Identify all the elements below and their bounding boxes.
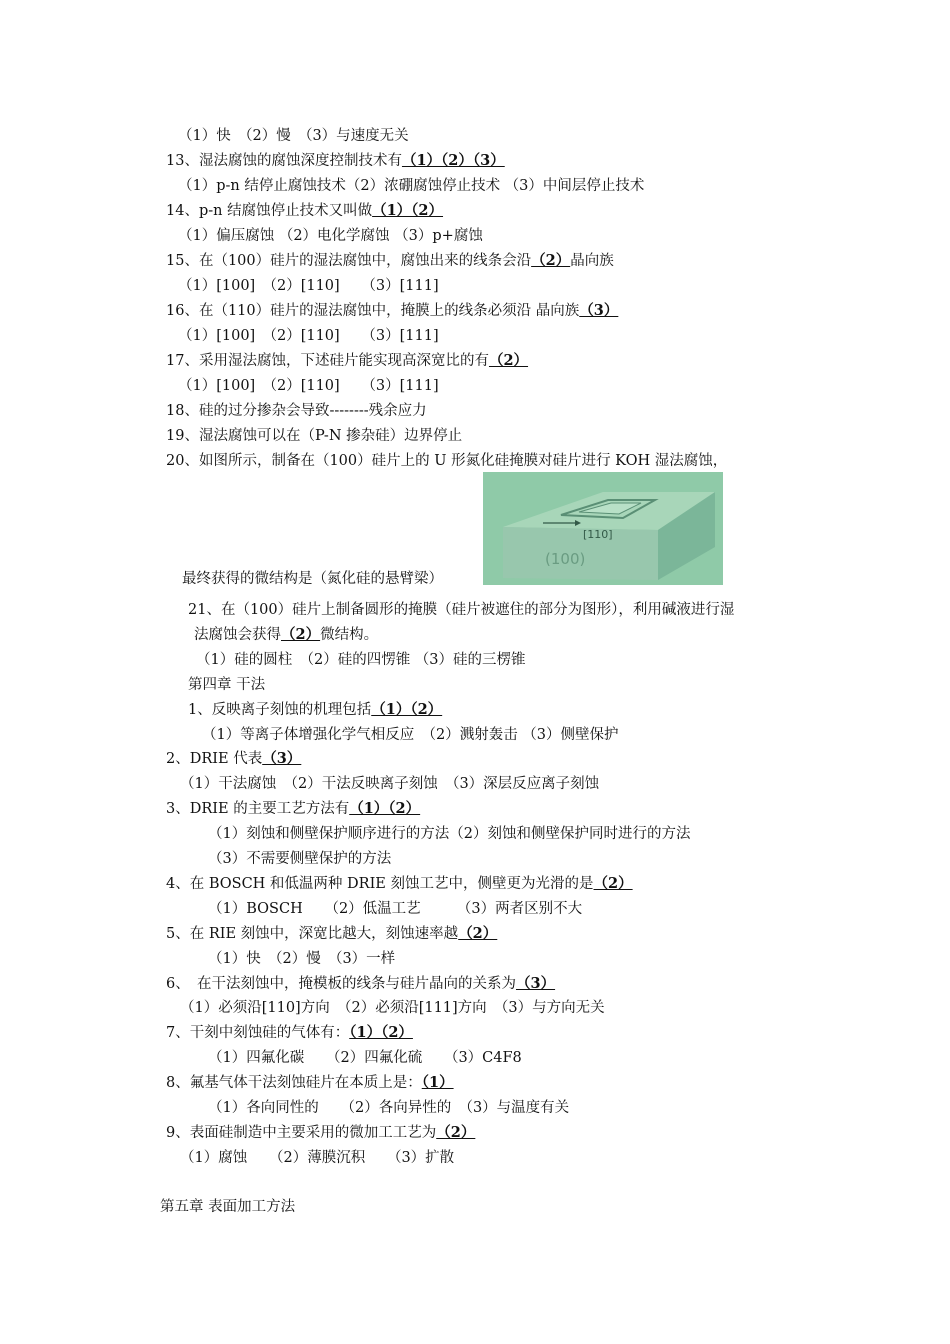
line-text: （3）不需要侧壁保护的方法 xyxy=(208,851,392,867)
text-line xyxy=(208,949,395,969)
answer-text: （2） xyxy=(531,252,571,269)
text-line xyxy=(166,799,420,819)
line-text: （1）各向同性的 （2）各向异性的 （3）与温度有关 xyxy=(208,1100,570,1116)
text-line xyxy=(166,924,497,944)
line-text: 17、采用湿法腐蚀，下述硅片能实现高深宽比的有 xyxy=(166,353,489,369)
line-text: 21、在（100）硅片上制备圆形的掩膜（硅片被遮住的部分为图形），利用碱液进行湿 xyxy=(188,602,735,618)
line-text: 第五章 表面加工方法 xyxy=(160,1199,296,1215)
text-line xyxy=(160,1197,295,1217)
line-text: 2、DRIE 代表 xyxy=(166,751,263,767)
text-line xyxy=(180,1148,454,1168)
text-line xyxy=(166,251,614,271)
text-line xyxy=(208,1048,522,1068)
answer-text: （2） xyxy=(593,875,633,892)
line-text: 3、DRIE 的主要工艺方法有 xyxy=(166,801,350,817)
text-line xyxy=(166,151,505,171)
text-line xyxy=(180,774,599,794)
text-line xyxy=(178,276,439,296)
answer-text: （1）（2） xyxy=(349,800,421,817)
line-text: 最终获得的微结构是（氮化硅的悬臂梁） xyxy=(182,571,443,587)
text-line xyxy=(208,899,582,919)
answer-text: （1） xyxy=(421,1074,454,1091)
line-text: （1）等离子体增强化学气相反应 （2）溅射轰击 （3）侧壁保护 xyxy=(202,727,619,743)
text-line xyxy=(188,600,734,620)
answer-text: （1）（2） xyxy=(371,701,443,718)
line-text: 19、湿法腐蚀可以在（P-N 掺杂硅）边界停止 xyxy=(166,428,463,444)
text-line xyxy=(178,126,409,146)
line-text: （1）p-n 结停止腐蚀技术（2）浓硼腐蚀停止技术 （3）中间层停止技术 xyxy=(178,178,645,194)
line-text: （1）腐蚀 （2）薄膜沉积 （3）扩散 xyxy=(180,1150,455,1166)
line-text: 1、反映离子刻蚀的机理包括 xyxy=(188,702,372,718)
text-line xyxy=(166,351,528,371)
line-text: （1）刻蚀和侧壁保护顺序进行的方法（2）刻蚀和侧壁保护同时进行的方法 xyxy=(208,826,691,842)
text-line xyxy=(188,700,442,720)
line-text: （1）必须沿[110]方向 （2）必须沿[111]方向 （3）与方向无关 xyxy=(180,1000,605,1016)
text-line xyxy=(202,725,619,745)
answer-text: （2） xyxy=(281,626,321,643)
answer-text: （3） xyxy=(515,975,556,992)
text-line xyxy=(196,650,526,670)
answer-text: （2） xyxy=(488,352,529,369)
line-text: 8、氟基气体干法刻蚀硅片在本质上是： xyxy=(166,1075,422,1091)
line-text: 16、在（110）硅片的湿法腐蚀中，掩膜上的线条必须沿 晶向族 xyxy=(166,303,580,319)
answer-text: （3） xyxy=(262,750,302,767)
text-line xyxy=(166,874,633,894)
answer-text: （1）（2）（3） xyxy=(401,152,505,169)
line-text: 5、在 RIE 刻蚀中，深宽比越大，刻蚀速率越 xyxy=(166,926,459,942)
text-line xyxy=(188,675,265,695)
text-line xyxy=(208,1098,569,1118)
line-text: （1）快 （2）慢 （3）与速度无关 xyxy=(178,128,409,144)
line-text: （1）干法腐蚀 （2）干法反映离子刻蚀 （3）深层反应离子刻蚀 xyxy=(180,776,600,792)
text-line xyxy=(208,849,391,869)
line-text: （1）[100] （2）[110] （3）[111] xyxy=(178,378,439,394)
text-line xyxy=(178,176,644,196)
line-text: 15、在（100）硅片的湿法腐蚀中，腐蚀出来的线条会沿 xyxy=(166,253,532,269)
line-text: （1）[100] （2）[110] （3）[111] xyxy=(178,278,439,294)
text-line xyxy=(178,326,439,346)
answer-text: （3） xyxy=(579,302,619,319)
text-line xyxy=(178,226,483,246)
text-line xyxy=(166,451,727,471)
line-text: 13、湿法腐蚀的腐蚀深度控制技术有 xyxy=(166,153,402,169)
u-shaped-mask-figure xyxy=(483,472,723,585)
line-text: 14、p-n 结腐蚀停止技术又叫做 xyxy=(166,203,373,219)
line-text-suffix: 微结构。 xyxy=(320,627,379,643)
line-text: 6、 在干法刻蚀中，掩模板的线条与硅片晶向的关系为 xyxy=(166,976,516,992)
line-text: 9、表面硅制造中主要采用的微加工工艺为 xyxy=(166,1125,437,1141)
text-line xyxy=(208,824,690,844)
line-text: （1）BOSCH （2）低温工艺 （3）两者区别不大 xyxy=(208,901,583,917)
orientation-label: [110] xyxy=(583,528,613,541)
text-line xyxy=(166,401,427,421)
text-line xyxy=(166,426,462,446)
answer-text: （1）（2） xyxy=(372,202,444,219)
text-line xyxy=(194,625,378,645)
answer-text: （1）（2） xyxy=(349,1024,413,1041)
text-line xyxy=(178,376,439,396)
answer-text: （2） xyxy=(436,1124,476,1141)
line-text: （1）四氟化碳 （2）四氟化硫 （3）C4F8 xyxy=(208,1050,522,1066)
line-text: 4、在 BOSCH 和低温两种 DRIE 刻蚀工艺中，侧壁更为光滑的是 xyxy=(166,876,594,892)
text-line xyxy=(166,1123,475,1143)
text-line xyxy=(166,1023,413,1043)
line-text: （1）硅的圆柱 （2）硅的四愣锥 （3）硅的三楞锥 xyxy=(196,652,526,668)
text-line xyxy=(166,201,443,221)
line-text: 第四章 干法 xyxy=(188,677,266,693)
text-line xyxy=(182,569,443,589)
line-text: 法腐蚀会获得 xyxy=(194,627,281,643)
line-text-suffix: 晶向族 xyxy=(570,253,614,269)
answer-text: （2） xyxy=(458,925,498,942)
text-line xyxy=(166,301,618,321)
text-line xyxy=(166,974,555,994)
line-text: （1）[100] （2）[110] （3）[111] xyxy=(178,328,439,344)
text-line xyxy=(166,1073,454,1093)
line-text: 18、硅的过分掺杂会导致--------残余应力 xyxy=(166,403,427,419)
line-text: （1）偏压腐蚀 （2）电化学腐蚀 （3）p+腐蚀 xyxy=(178,228,483,244)
text-line xyxy=(180,998,605,1018)
line-text: （1）快 （2）慢 （3）一样 xyxy=(208,951,396,967)
line-text: 7、干刻中刻蚀硅的气体有： xyxy=(166,1025,350,1041)
text-line xyxy=(166,749,301,769)
line-text: 20、如图所示，制备在（100）硅片上的 U 形氮化硅掩膜对硅片进行 KOH 湿法腐蚀， xyxy=(166,453,728,469)
substrate-label: (100) xyxy=(545,550,586,568)
